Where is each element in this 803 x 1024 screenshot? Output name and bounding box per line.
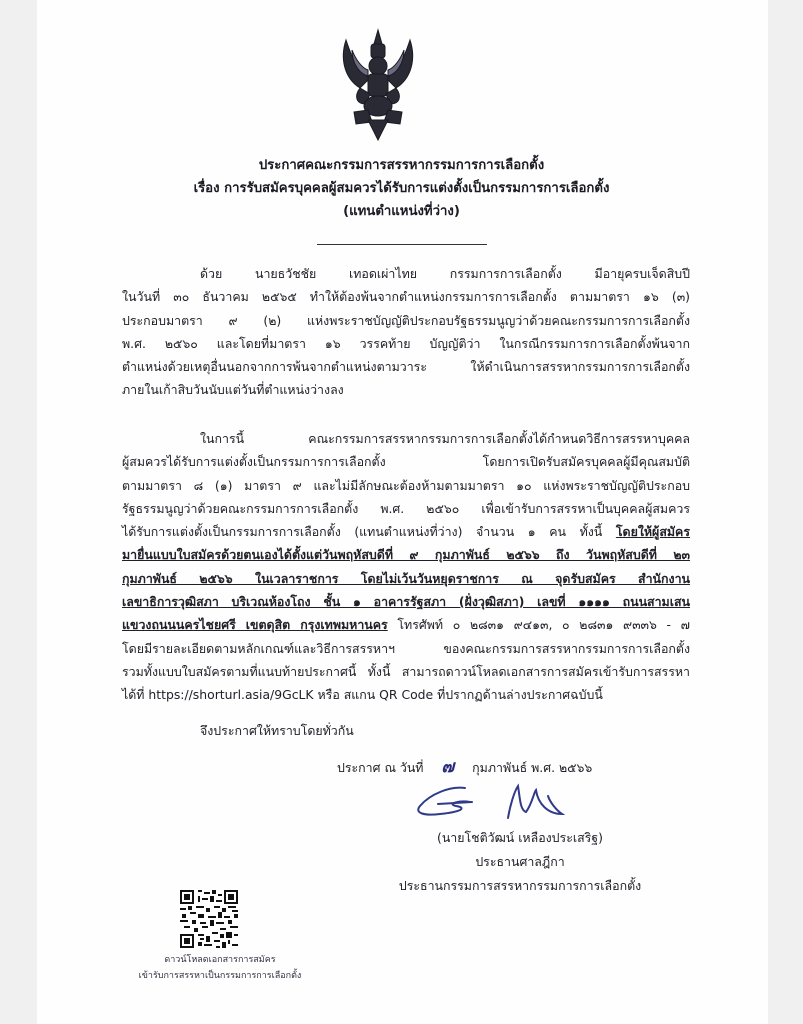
date-day: ๗ <box>441 757 455 777</box>
paragraph-1-line: ด้วย นายธวัชชัย เทอดเผ่าไทย กรรมการการเลือกตั้ง มีอายุครบเจ็ดสิบปี <box>200 266 690 281</box>
paragraph-2-line: รวมทั้งแบบใบสมัครตามที่แนบท้ายประกาศนี้ ทั้งนี้ สามารถดาวน์โหลดเอกสารการสมัครเข้ารับการสรรหา <box>122 663 690 679</box>
announcement-date <box>337 753 592 780</box>
announcement-subject: เรื่อง การรับสมัครบุคคลผู้สมควรได้รับการแต่งตั้งเป็นกรรมการการเลือกตั้ง <box>193 181 610 196</box>
paragraph-1-line: ภายในเก้าสิบวันนับแต่วันที่ตำแหน่งว่างลง <box>122 382 344 398</box>
phone-numbers: โทรศัพท์ ๐ ๒๘๓๑ ๙๔๑๓, ๐ ๒๘๓๑ ๙๓๓๖ - ๗ <box>387 617 690 633</box>
date-prefix: ประกาศ ณ วันที่ <box>337 760 424 775</box>
qr-caption-line2: เข้ารับการสรรหาเป็นกรรมการการเลือกตั้ง <box>138 971 302 981</box>
qr-caption-line1: ดาวน์โหลดเอกสารการสมัคร <box>164 955 276 965</box>
qr-caption <box>120 952 320 984</box>
paragraph-1-line: ตำแหน่งด้วยเหตุอื่นนอกจากการพ้นจากตำแหน่งตามวาระ ให้ดำเนินการสรรหากรรมการการเลือกตั้ง <box>122 359 690 375</box>
paragraph-2 <box>122 427 690 707</box>
registration-highlight: โดยให้ผู้สมัคร <box>615 524 690 540</box>
paragraph-2-line: ผู้สมควรได้รับการแต่งตั้งเป็นกรรมการการเลือกตั้ง โดยการเปิดรับสมัครบุคคลผู้มีคุณสมบัติ <box>122 454 690 470</box>
garuda-emblem-icon <box>338 28 418 143</box>
paragraph-1-line: ประกอบมาตรา ๙ (๒) แห่งพระราชบัญญัติประกอบรัฐธรรมนูญว่าด้วยคณะกรรมการการเลือกตั้ง <box>122 312 690 328</box>
registration-address-district: แขวงถนนนครไชยศรี เขตดุสิต กรุงเทพมหานคร <box>122 617 388 633</box>
paragraph-1-line: พ.ศ. ๒๕๖๐ และโดยที่มาตรา ๑๖ วรรคท้าย บัญญัติว่า ในกรณีกรรมการการเลือกตั้งพ้นจาก <box>122 335 690 351</box>
title-divider <box>317 244 487 245</box>
signature-icon <box>410 780 595 825</box>
announcement-title: ประกาศคณะกรรมการสรรหากรรมการการเลือกตั้ง <box>258 158 545 173</box>
qr-code-icon[interactable] <box>180 890 238 948</box>
registration-time-place: กุมภาพันธ์ ๒๕๖๖ ในเวลาราชการ โดยไม่เว้นวันหยุดราชการ ณ จุดรับสมัคร สำนักงาน <box>122 570 690 586</box>
paragraph-1-line: ในวันที่ ๓๐ ธันวาคม ๒๕๖๕ ทำให้ต้องพ้นจากตำแหน่งกรรมการการเลือกตั้ง ตามมาตรา ๑๖ (๓) <box>122 289 690 305</box>
registration-dates: มายื่นแบบใบสมัครด้วยตนเองได้ตั้งแต่วันพฤหัสบดีที่ ๙ กุมภาพันธ์ ๒๕๖๖ ถึง วันพฤหัสบดีที่ ๒๓ <box>122 547 690 563</box>
signer-committee-position: ประธานกรรมการสรรหากรรมการการเลือกตั้ง <box>398 878 642 893</box>
paragraph-1 <box>122 262 690 402</box>
closing-statement: จึงประกาศให้ทราบโดยทั่วกัน <box>200 723 354 738</box>
signer-position: ประธานศาลฎีกา <box>475 854 565 869</box>
paragraph-2-line: รัฐธรรมนูญว่าด้วยคณะกรรมการการเลือกตั้ง พ.ศ. ๒๕๖๐ เพื่อเข้ารับการสรรหาเป็นบุคคลผู้สมควร <box>122 500 690 516</box>
signer-name: (นายโชติวัฒน์ เหลืองประเสริฐ) <box>437 830 603 845</box>
date-month-year: กุมภาพันธ์ พ.ศ. ๒๕๖๖ <box>472 760 593 775</box>
paragraph-2-line: ตามมาตรา ๘ (๑) มาตรา ๙ และไม่มีลักษณะต้องห้ามตามมาตรา ๑๐ แห่งพระราชบัญญัติประกอบ <box>122 477 690 493</box>
paragraph-2-line <box>122 520 690 543</box>
registration-address: เลขาธิการวุฒิสภา บริเวณห้องโถง ชั้น ๑ อาคารรัฐสภา (ฝั่งวุฒิสภา) เลขที่ ๑๑๑๑ ถนนสามเสน <box>122 594 690 610</box>
registration-intro: ได้รับการแต่งตั้งเป็นกรรมการการเลือกตั้ง (แทนตำแหน่งที่ว่าง) จำนวน ๑ คน ทั้งนี้ <box>122 524 616 540</box>
download-link-line[interactable]: ได้ที่ https://shorturl.asia/9GcLK หรือ สแกน QR Code ที่ปรากฏด้านล่างประกาศฉบับนี้ <box>122 687 603 703</box>
paragraph-2-line: โดยมีรายละเอียดตามหลักเกณฑ์และวิธีการสรรหาฯ ของคณะกรรมการสรรหากรรมการการเลือกตั้ง <box>122 640 690 656</box>
paragraph-2-line <box>122 613 690 636</box>
paragraph-2-line: ในการนี้ คณะกรรมการสรรหากรรมการการเลือกตั้งได้กำหนดวิธีการสรรหาบุคคล <box>200 431 690 446</box>
announcement-subtitle: (แทนตำแหน่งที่ว่าง) <box>343 204 460 219</box>
